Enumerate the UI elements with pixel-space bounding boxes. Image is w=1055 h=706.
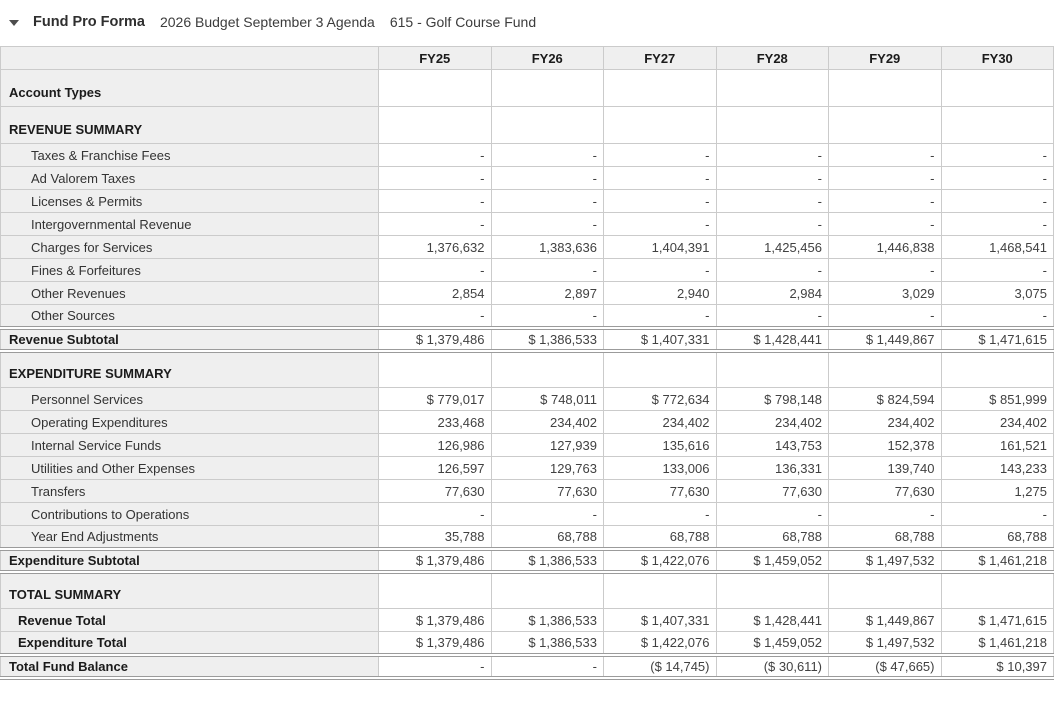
value-cell: 234,402	[716, 411, 829, 434]
row-label-cell: Contributions to Operations	[1, 503, 379, 526]
value-cell: -	[491, 305, 604, 328]
value-cell: 68,788	[604, 526, 717, 549]
value-cell: 136,331	[716, 457, 829, 480]
value-cell: -	[491, 213, 604, 236]
value-cell: -	[604, 190, 717, 213]
value-cell: 3,075	[941, 282, 1054, 305]
value-cell: 1,404,391	[604, 236, 717, 259]
row-label-cell: Licenses & Permits	[1, 190, 379, 213]
value-cell: 68,788	[716, 526, 829, 549]
value-cell: 77,630	[829, 480, 942, 503]
table-row	[1, 107, 1054, 144]
row-label-cell: Utilities and Other Expenses	[1, 457, 379, 480]
fund-name: 615 - Golf Course Fund	[389, 14, 537, 30]
value-cell	[379, 70, 492, 107]
value-cell: -	[379, 144, 492, 167]
value-cell	[604, 107, 717, 144]
value-cell: $ 851,999	[941, 388, 1054, 411]
value-cell: -	[491, 144, 604, 167]
row-label-cell: TOTAL SUMMARY	[1, 572, 379, 609]
row-label-cell: Other Sources	[1, 305, 379, 328]
value-cell: $ 10,397	[941, 655, 1054, 678]
value-cell: -	[491, 259, 604, 282]
value-cell: 77,630	[491, 480, 604, 503]
value-cell: -	[829, 503, 942, 526]
table-row	[1, 213, 1054, 236]
value-cell: 133,006	[604, 457, 717, 480]
value-cell: -	[379, 167, 492, 190]
row-label-cell: Account Types	[1, 70, 379, 107]
value-cell: 68,788	[491, 526, 604, 549]
value-cell: -	[379, 259, 492, 282]
value-cell: $ 1,386,533	[491, 609, 604, 632]
value-cell: $ 1,379,486	[379, 609, 492, 632]
column-header-fy25: FY25	[379, 47, 492, 70]
value-cell: -	[716, 259, 829, 282]
value-cell: 234,402	[604, 411, 717, 434]
value-cell: -	[716, 213, 829, 236]
value-cell: $ 1,386,533	[491, 328, 604, 351]
value-cell: 2,897	[491, 282, 604, 305]
value-cell	[379, 572, 492, 609]
value-cell: $ 1,461,218	[941, 632, 1054, 655]
value-cell: -	[604, 305, 717, 328]
table-row	[1, 457, 1054, 480]
value-cell: 35,788	[379, 526, 492, 549]
page-title: Fund Pro Forma	[33, 14, 145, 30]
value-cell: -	[716, 167, 829, 190]
value-cell: $ 1,449,867	[829, 609, 942, 632]
table-row	[1, 351, 1054, 388]
table-row	[1, 609, 1054, 632]
value-cell: $ 1,422,076	[604, 549, 717, 572]
value-cell	[379, 107, 492, 144]
value-cell: -	[941, 503, 1054, 526]
value-cell: 127,939	[491, 434, 604, 457]
value-cell: 68,788	[829, 526, 942, 549]
value-cell: 2,854	[379, 282, 492, 305]
column-header-fy30: FY30	[941, 47, 1054, 70]
value-cell: -	[379, 213, 492, 236]
row-label-cell: Charges for Services	[1, 236, 379, 259]
table-row	[1, 144, 1054, 167]
value-cell: $ 1,407,331	[604, 609, 717, 632]
budget-name: 2026 Budget September 3 Agenda	[159, 14, 375, 30]
value-cell	[941, 572, 1054, 609]
table-row	[1, 632, 1054, 655]
row-label-cell: Total Fund Balance	[1, 655, 379, 678]
value-cell: 139,740	[829, 457, 942, 480]
value-cell	[604, 70, 717, 107]
value-cell: -	[716, 503, 829, 526]
column-header-fy26: FY26	[491, 47, 604, 70]
collapse-caret-icon[interactable]	[9, 20, 19, 26]
value-cell: 3,029	[829, 282, 942, 305]
table-row	[1, 388, 1054, 411]
value-cell: 143,233	[941, 457, 1054, 480]
row-label-cell: Revenue Total	[1, 609, 379, 632]
value-cell: 2,940	[604, 282, 717, 305]
value-cell: 152,378	[829, 434, 942, 457]
value-cell	[379, 351, 492, 388]
value-cell: -	[379, 190, 492, 213]
column-header-fy28: FY28	[716, 47, 829, 70]
value-cell: -	[604, 259, 717, 282]
row-label-cell: Expenditure Total	[1, 632, 379, 655]
row-label-cell: REVENUE SUMMARY	[1, 107, 379, 144]
value-cell: $ 1,379,486	[379, 328, 492, 351]
value-cell: $ 1,386,533	[491, 632, 604, 655]
value-cell: -	[491, 167, 604, 190]
value-cell: $ 824,594	[829, 388, 942, 411]
row-label-cell: Operating Expenditures	[1, 411, 379, 434]
value-cell: 77,630	[604, 480, 717, 503]
value-cell: 234,402	[491, 411, 604, 434]
table-header-row	[1, 47, 1054, 70]
row-label-cell: Fines & Forfeitures	[1, 259, 379, 282]
value-cell: 1,468,541	[941, 236, 1054, 259]
value-cell: 2,984	[716, 282, 829, 305]
value-cell	[604, 572, 717, 609]
value-cell: 234,402	[941, 411, 1054, 434]
value-cell: $ 779,017	[379, 388, 492, 411]
value-cell: 1,275	[941, 480, 1054, 503]
value-cell: -	[829, 305, 942, 328]
value-cell: 1,376,632	[379, 236, 492, 259]
table-row	[1, 328, 1054, 351]
row-label-cell: Intergovernmental Revenue	[1, 213, 379, 236]
value-cell	[941, 107, 1054, 144]
value-cell: -	[941, 213, 1054, 236]
value-cell	[491, 70, 604, 107]
value-cell: -	[941, 144, 1054, 167]
table-row	[1, 655, 1054, 678]
value-cell: 77,630	[716, 480, 829, 503]
label-column-header	[1, 47, 379, 70]
row-label-cell: Ad Valorem Taxes	[1, 167, 379, 190]
value-cell: -	[379, 503, 492, 526]
value-cell: -	[829, 144, 942, 167]
row-label-cell: Personnel Services	[1, 388, 379, 411]
value-cell	[829, 107, 942, 144]
table-row	[1, 503, 1054, 526]
table-row	[1, 549, 1054, 572]
table-row	[1, 70, 1054, 107]
row-label-cell: Taxes & Franchise Fees	[1, 144, 379, 167]
value-cell: 126,986	[379, 434, 492, 457]
value-cell	[604, 351, 717, 388]
value-cell: -	[829, 213, 942, 236]
value-cell: 1,383,636	[491, 236, 604, 259]
value-cell	[829, 351, 942, 388]
value-cell: $ 1,428,441	[716, 328, 829, 351]
value-cell: $ 1,428,441	[716, 609, 829, 632]
value-cell: $ 1,497,532	[829, 632, 942, 655]
value-cell: 161,521	[941, 434, 1054, 457]
value-cell: $ 1,461,218	[941, 549, 1054, 572]
value-cell	[491, 351, 604, 388]
value-cell: -	[716, 305, 829, 328]
report-header	[0, 0, 1055, 33]
row-label-cell: Year End Adjustments	[1, 526, 379, 549]
value-cell: $ 1,471,615	[941, 328, 1054, 351]
row-label-cell: EXPENDITURE SUMMARY	[1, 351, 379, 388]
value-cell: $ 1,379,486	[379, 632, 492, 655]
value-cell	[491, 107, 604, 144]
value-cell: ($ 47,665)	[829, 655, 942, 678]
row-label-cell: Transfers	[1, 480, 379, 503]
value-cell	[716, 70, 829, 107]
value-cell: -	[491, 655, 604, 678]
value-cell: $ 748,011	[491, 388, 604, 411]
value-cell: $ 1,459,052	[716, 632, 829, 655]
column-header-fy29: FY29	[829, 47, 942, 70]
row-label-cell: Internal Service Funds	[1, 434, 379, 457]
value-cell	[829, 70, 942, 107]
value-cell: -	[491, 190, 604, 213]
value-cell: 143,753	[716, 434, 829, 457]
value-cell: $ 1,471,615	[941, 609, 1054, 632]
value-cell: 129,763	[491, 457, 604, 480]
row-label-cell: Other Revenues	[1, 282, 379, 305]
table-row	[1, 572, 1054, 609]
value-cell: -	[604, 167, 717, 190]
row-label-cell: Expenditure Subtotal	[1, 549, 379, 572]
value-cell: -	[941, 259, 1054, 282]
value-cell: -	[604, 503, 717, 526]
value-cell: 233,468	[379, 411, 492, 434]
value-cell: $ 1,407,331	[604, 328, 717, 351]
table-row	[1, 305, 1054, 328]
value-cell: 1,446,838	[829, 236, 942, 259]
value-cell	[491, 572, 604, 609]
table-row	[1, 480, 1054, 503]
value-cell: $ 1,449,867	[829, 328, 942, 351]
value-cell: 126,597	[379, 457, 492, 480]
value-cell: $ 772,634	[604, 388, 717, 411]
value-cell: 68,788	[941, 526, 1054, 549]
value-cell: -	[379, 305, 492, 328]
row-label-cell: Revenue Subtotal	[1, 328, 379, 351]
value-cell	[941, 351, 1054, 388]
value-cell: -	[829, 167, 942, 190]
value-cell: -	[604, 144, 717, 167]
table-row	[1, 526, 1054, 549]
value-cell	[716, 351, 829, 388]
value-cell	[829, 572, 942, 609]
column-header-fy27: FY27	[604, 47, 717, 70]
value-cell: 77,630	[379, 480, 492, 503]
value-cell: -	[941, 190, 1054, 213]
value-cell: 135,616	[604, 434, 717, 457]
value-cell: 1,425,456	[716, 236, 829, 259]
value-cell: 234,402	[829, 411, 942, 434]
value-cell: -	[604, 213, 717, 236]
table-row	[1, 167, 1054, 190]
pro-forma-table	[0, 46, 1054, 680]
value-cell: -	[716, 144, 829, 167]
value-cell: $ 1,379,486	[379, 549, 492, 572]
value-cell	[716, 572, 829, 609]
table-row	[1, 282, 1054, 305]
value-cell: $ 798,148	[716, 388, 829, 411]
value-cell	[941, 70, 1054, 107]
value-cell: -	[716, 190, 829, 213]
value-cell: $ 1,497,532	[829, 549, 942, 572]
value-cell: -	[829, 190, 942, 213]
value-cell: ($ 14,745)	[604, 655, 717, 678]
table-row	[1, 259, 1054, 282]
value-cell: -	[829, 259, 942, 282]
value-cell: -	[379, 655, 492, 678]
table-row	[1, 434, 1054, 457]
table-row	[1, 236, 1054, 259]
value-cell: $ 1,422,076	[604, 632, 717, 655]
value-cell: -	[491, 503, 604, 526]
value-cell: -	[941, 305, 1054, 328]
table-row	[1, 411, 1054, 434]
value-cell	[716, 107, 829, 144]
value-cell: -	[941, 167, 1054, 190]
value-cell: $ 1,459,052	[716, 549, 829, 572]
value-cell: ($ 30,611)	[716, 655, 829, 678]
value-cell: $ 1,386,533	[491, 549, 604, 572]
table-row	[1, 190, 1054, 213]
